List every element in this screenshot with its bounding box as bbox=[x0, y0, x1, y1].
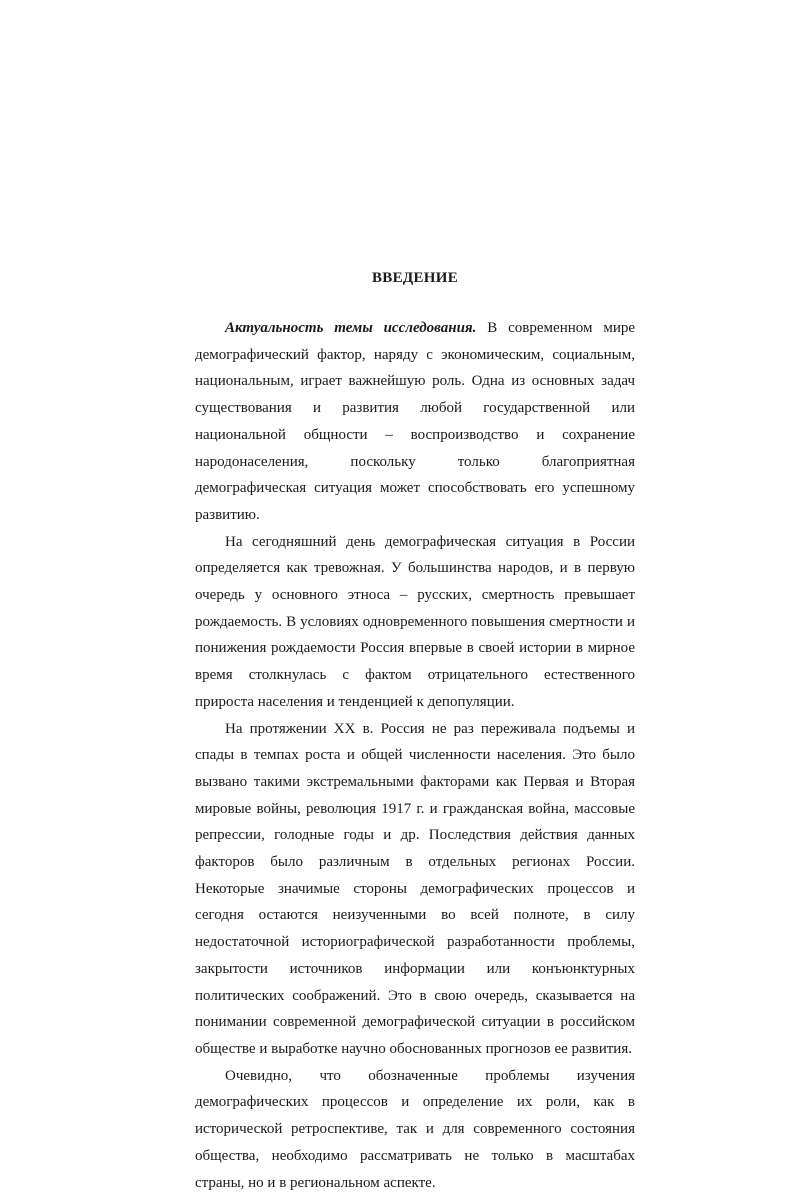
paragraph-text: На протяжении XX в. Россия не раз переживала подъемы и спады в темпах роста и общей численности населения. Это было вызвано такими экстремальными факторами как Первая и Вторая мировые войны, революция 1917 г. и гражданская война, массовые репрессии, голодные годы и др. Последствия действия данных факторов было различным в отдельных регионах России. Некоторые значимые стороны демографических процессов и сегодня остаются неизученными во всей полноте, в силу недостаточной историографической разработанности проблемы, закрытости источников информации или конъюнктурных политических соображений. Это в свою очередь, сказывается на понимании современной демографической ситуации в российском обществе и выработке научно обоснованных прогнозов ее развития. bbox=[195, 720, 635, 1057]
paragraph-text: Очевидно, что обозначенные проблемы изучения демографических процессов и определение их роли, как в исторической ретроспективе, так и для современного состояния общества, необходимо рассматривать не только в масштабах страны, но и в региональном аспекте. bbox=[195, 1067, 635, 1191]
paragraph-text: В современном мире демографический фактор, наряду с экономическим, социальным, национальным, играет важнейшую роль. Одна из основных задач существования и развития любой государственной или национальной общности – воспроизводство и сохранение народонаселения, поскольку только благоприятная демографическая ситуация может способствовать его успешному развитию. bbox=[195, 320, 636, 523]
document-body bbox=[195, 315, 635, 1196]
page-title: ВВЕДЕНИЕ bbox=[371, 270, 459, 286]
paragraph-lead: Актуальность темы исследования. bbox=[225, 320, 477, 336]
paragraph-history bbox=[195, 716, 635, 1063]
paragraph-text: На сегодняшний день демографическая ситуация в России определяется как тревожная. У большинства народов, и в первую очередь у основного этноса – русских, смертность превышает рождаемость. В условиях одновременного повышения смертности и понижения рождаемости Россия впервые в своей истории в мирное время столкнулась с фактом отрицательного естественного прироста населения и тенденцией к депопуляции. bbox=[195, 533, 635, 710]
paragraph-relevance bbox=[195, 315, 635, 529]
paragraph-regional bbox=[195, 1063, 635, 1196]
paragraph-situation bbox=[195, 529, 635, 716]
